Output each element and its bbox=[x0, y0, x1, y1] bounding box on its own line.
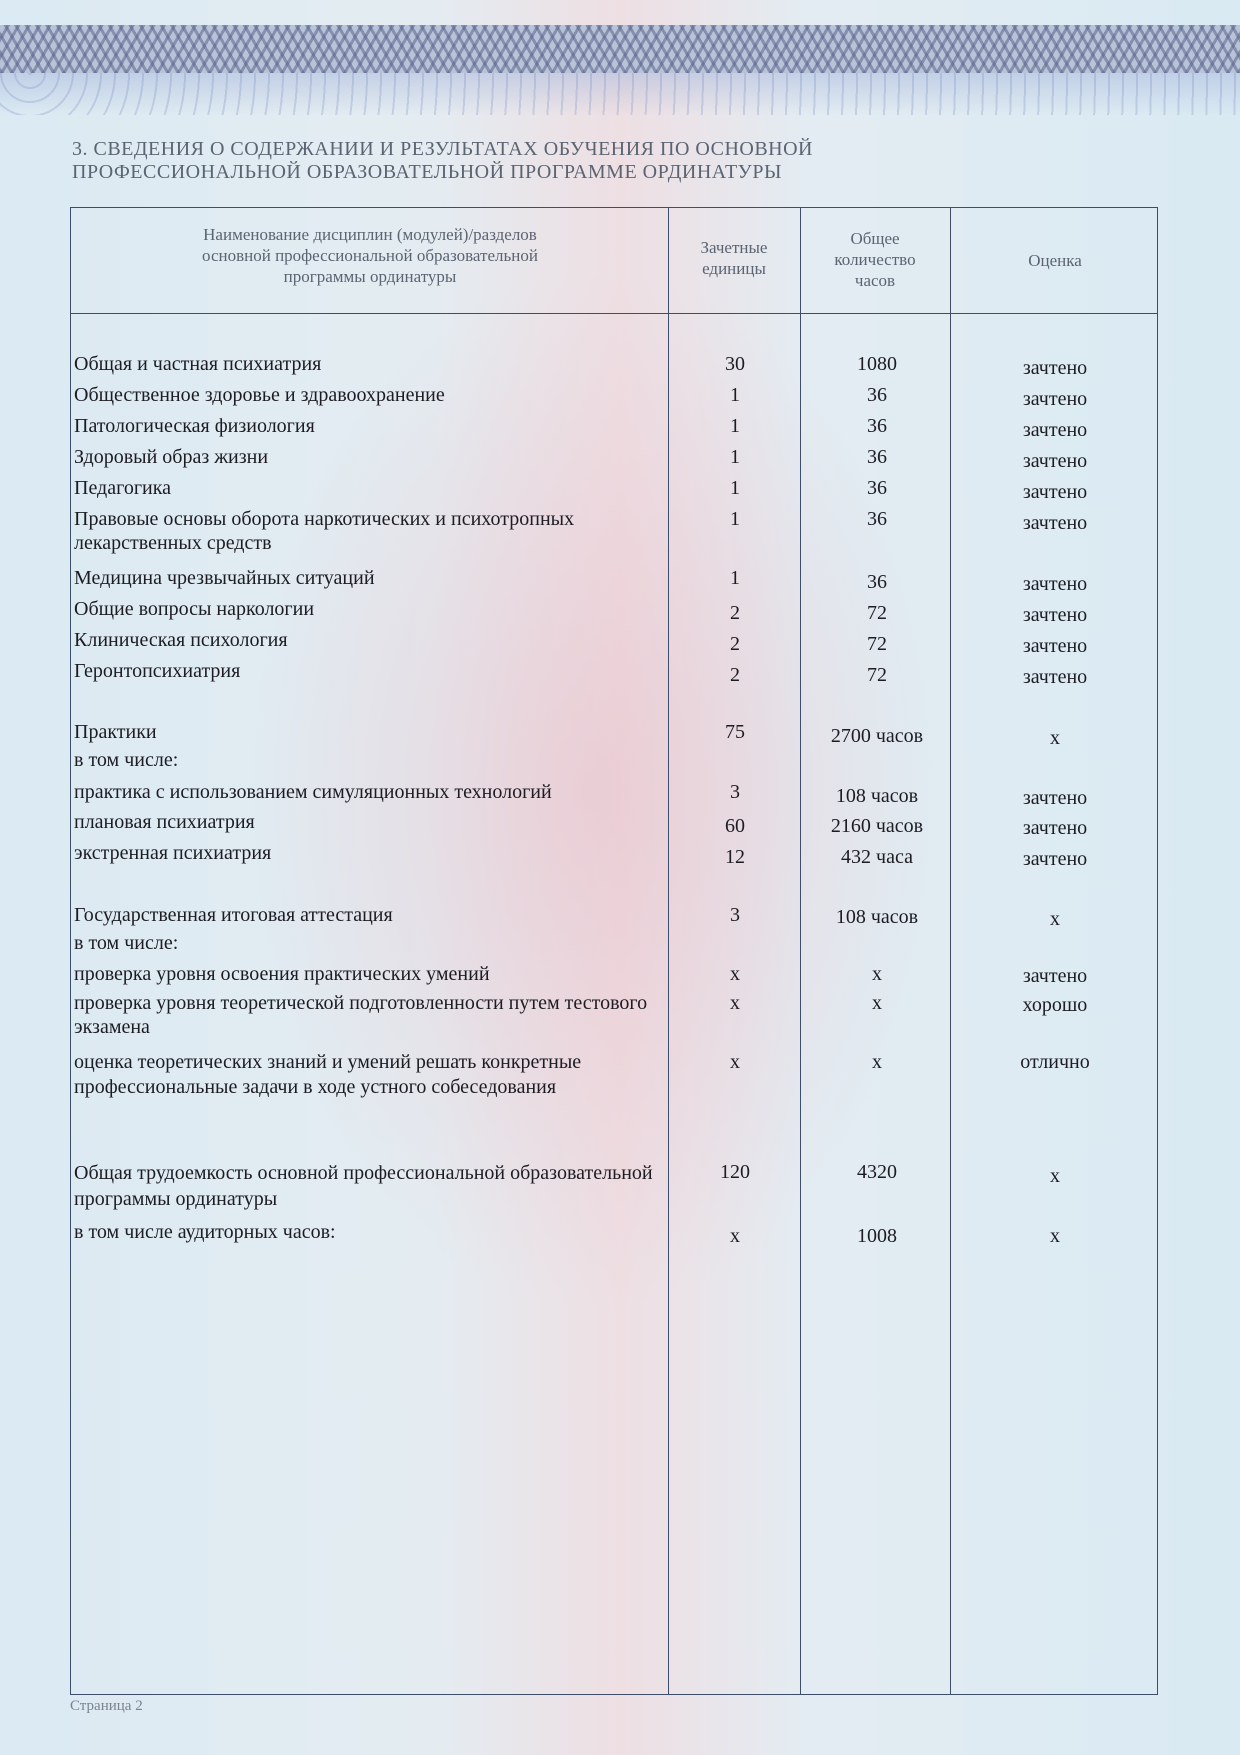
row-grade: зачтено bbox=[1022, 388, 1088, 410]
row-credits: 3 bbox=[730, 781, 740, 803]
row-name: в том числе: bbox=[74, 749, 179, 771]
row-grade: зачтено bbox=[1022, 848, 1088, 870]
row-grade: зачтено bbox=[1022, 635, 1088, 657]
row-name: экстренная психиатрия bbox=[74, 842, 272, 864]
header-credits: Зачетные единицы bbox=[700, 238, 768, 278]
row-name: Правовые основы оборота наркотических и психотропных лекарственных средств bbox=[74, 508, 575, 554]
row-name: Государственная итоговая аттестация bbox=[74, 904, 393, 926]
row-grade: зачтено bbox=[1022, 965, 1088, 987]
row-hours: х bbox=[872, 992, 882, 1014]
row-credits: 60 bbox=[725, 815, 745, 837]
row-hours: 36 bbox=[867, 415, 887, 437]
row-credits: 1 bbox=[730, 477, 740, 499]
row-hours: 72 bbox=[867, 633, 887, 655]
row-hours: 432 часа bbox=[841, 846, 913, 868]
row-name: Патологическая физиология bbox=[74, 415, 315, 437]
row-hours: 4320 bbox=[857, 1161, 897, 1183]
row-hours: х bbox=[872, 1051, 882, 1073]
row-name: Здоровый образ жизни bbox=[74, 446, 269, 468]
header-grade: Оценка bbox=[1028, 251, 1082, 270]
row-credits: 1 bbox=[730, 415, 740, 437]
row-grade: зачтено bbox=[1022, 573, 1088, 595]
row-name: Медицина чрезвычайных ситуаций bbox=[74, 567, 375, 589]
heading-line-1: 3. СВЕДЕНИЯ О СОДЕРЖАНИИ И РЕЗУЛЬТАТАХ ОБУЧЕНИЯ ПО ОСНОВНОЙ bbox=[72, 138, 813, 160]
row-grade: х bbox=[1050, 1225, 1060, 1247]
row-credits: х bbox=[730, 963, 740, 985]
row-hours: 36 bbox=[867, 508, 887, 530]
column-divider bbox=[800, 207, 801, 1695]
row-grade: зачтено bbox=[1022, 512, 1088, 534]
guilloche-border bbox=[0, 25, 1240, 73]
row-name: Геронтопсихиатрия bbox=[74, 660, 241, 682]
row-name: практика с использованием симуляционных технологий bbox=[74, 781, 552, 803]
row-hours: 1008 bbox=[857, 1225, 897, 1247]
row-name: Педагогика bbox=[74, 477, 172, 499]
row-credits: х bbox=[730, 1225, 740, 1247]
row-name: Общие вопросы наркологии bbox=[74, 598, 315, 620]
row-name: Клиническая психология bbox=[74, 629, 288, 651]
row-hours: 1080 bbox=[857, 353, 897, 375]
row-hours: 36 bbox=[867, 446, 887, 468]
row-credits: 1 bbox=[730, 446, 740, 468]
row-name: оценка теоретических знаний и умений решать конкретные профессиональные задачи в ходе устного собеседования bbox=[74, 1051, 582, 1098]
row-grade: х bbox=[1050, 1165, 1060, 1187]
row-hours: 36 bbox=[867, 384, 887, 406]
row-grade: зачтено bbox=[1022, 357, 1088, 379]
row-grade: зачтено bbox=[1022, 604, 1088, 626]
row-credits: х bbox=[730, 1051, 740, 1073]
row-credits: 2 bbox=[730, 633, 740, 655]
row-hours: 108 часов bbox=[835, 906, 919, 928]
row-credits: 75 bbox=[725, 721, 745, 743]
guilloche-pattern bbox=[0, 73, 1240, 115]
row-name: проверка уровня освоения практических умений bbox=[74, 963, 490, 985]
row-grade: хорошо bbox=[1022, 994, 1088, 1016]
row-grade: зачтено bbox=[1022, 787, 1088, 809]
row-grade: зачтено bbox=[1022, 419, 1088, 441]
row-credits: 120 bbox=[720, 1161, 750, 1183]
row-hours: 36 bbox=[867, 477, 887, 499]
row-hours: 108 часов bbox=[835, 785, 919, 807]
header-discipline-name: Наименование дисциплин (модулей)/разделов основной профессиональной образовательной программы ординатуры bbox=[202, 225, 538, 286]
row-grade: зачтено bbox=[1022, 666, 1088, 688]
row-credits: 2 bbox=[730, 602, 740, 624]
row-name: плановая психиатрия bbox=[74, 811, 255, 833]
row-credits: 12 bbox=[725, 846, 745, 868]
row-credits: х bbox=[730, 992, 740, 1014]
row-hours: х bbox=[872, 963, 882, 985]
row-name: Общественное здоровье и здравоохранение bbox=[74, 384, 445, 406]
row-credits: 1 bbox=[730, 384, 740, 406]
column-divider bbox=[668, 207, 669, 1695]
row-credits: 30 bbox=[725, 353, 745, 375]
row-credits: 1 bbox=[730, 567, 740, 589]
row-name: Общая и частная психиатрия bbox=[74, 353, 322, 375]
header-divider bbox=[70, 313, 1158, 314]
row-grade: зачтено bbox=[1022, 450, 1088, 472]
row-hours: 2160 часов bbox=[830, 815, 924, 837]
row-credits: 1 bbox=[730, 508, 740, 530]
row-name: в том числе аудиторных часов: bbox=[74, 1221, 336, 1243]
heading-line-2: ПРОФЕССИОНАЛЬНОЙ ОБРАЗОВАТЕЛЬНОЙ ПРОГРАММЕ ОРДИНАТУРЫ bbox=[72, 161, 782, 183]
row-hours: 36 bbox=[867, 571, 887, 593]
row-grade: х bbox=[1050, 908, 1060, 930]
row-credits: 3 bbox=[730, 904, 740, 926]
row-hours: 72 bbox=[867, 602, 887, 624]
row-name: Общая трудоемкость основной профессиональной образовательной программы ординатуры bbox=[74, 1162, 653, 1210]
page-number: Страница 2 bbox=[70, 1698, 143, 1714]
row-credits: 2 bbox=[730, 664, 740, 686]
row-grade: х bbox=[1050, 727, 1060, 749]
row-grade: отлично bbox=[1020, 1051, 1090, 1073]
row-hours: 72 bbox=[867, 664, 887, 686]
row-name: в том числе: bbox=[74, 932, 179, 954]
row-name: проверка уровня теоретической подготовленности путем тестового экзамена bbox=[74, 992, 648, 1038]
row-hours: 2700 часов bbox=[830, 725, 924, 747]
row-grade: зачтено bbox=[1022, 481, 1088, 503]
header-total-hours: Общее количество часов bbox=[834, 229, 916, 290]
section-heading bbox=[72, 138, 1072, 184]
row-name: Практики bbox=[74, 721, 157, 743]
row-grade: зачтено bbox=[1022, 817, 1088, 839]
